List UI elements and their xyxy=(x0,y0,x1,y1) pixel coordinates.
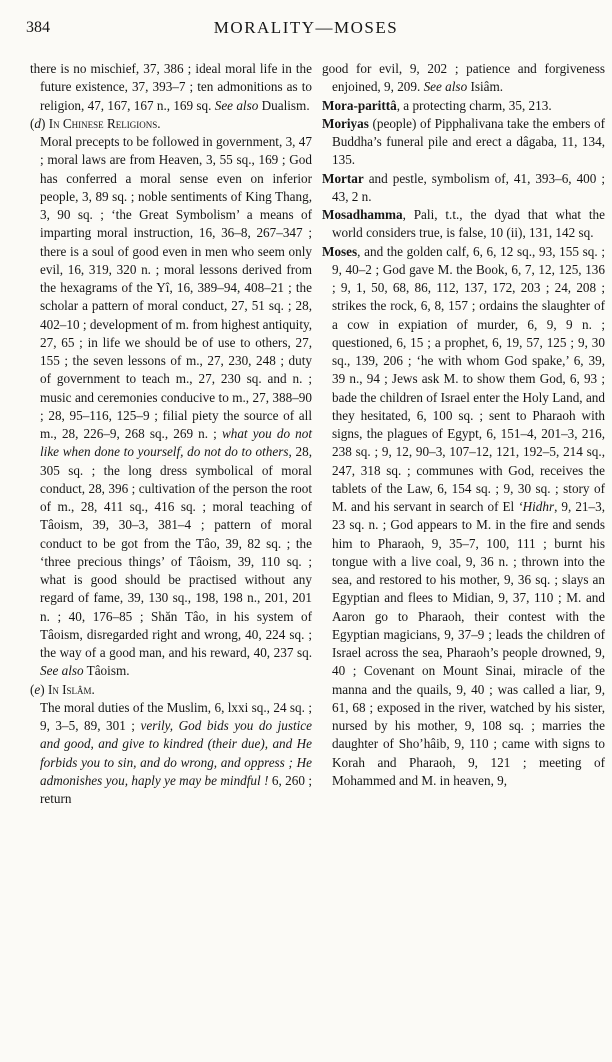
left-column xyxy=(30,60,312,808)
index-entry: Mora-parittâ, a protecting charm, 35, 213. xyxy=(322,97,552,113)
index-subheading: (d) In Chinese Religions. xyxy=(30,115,161,131)
index-entry: Moses, and the golden calf, 6, 6, 12 sq., 93, 155 sq. ; 9, 40–2 ; God gave M. the Book, 6, 7, 12, 125, 136 ; 9, 1, 50, 68, 86, 112, 137, 172, 203 ; 24, 208 ; strikes the rock, 6, 8, 157 ; ordains the slaughter of a cow in expiation of murder, 6, 9, 9 n. ; questioned, 6, 15 ; a prophet, 6, 19, 57, 125 ; 9, 30 sq., 139, 206 ; ‘he with whom God spake,’ 6, 39, 39 n., 94 ; Jews ask M. to show them God, 6, 93 ; bade the children of Israel enter the Holy Land, and they hesitated, 6, 100 sq. ; sent to Pharaoh with signs, the plagues of Egypt, 6, 151–4, 201–3, 216, 238 sq. ; 9, 12, 90–3, 107–12, 121, 192–5, 214 sq., 247, 318 sq. ; communes with God, receives the tablets of the Law, 6, 154 sq. ; 9, 30 sq. ; story of M. and his servant in search of El ‘Hidhr, 9, 21–3, 23 sq. n. ; God appears to M. in the fire and sends him to Pharaoh, 9, 35–7, 100, 111 ; burnt his tongue with a live coal, 9, 36 n. ; thrown into the sea, and restored to his mother, 9, 36 sq. ; slays an Egyptian and flees to Midian, 9, 37, 110 ; M. and Aaron go to Pharaoh, their contest with the Egyptian magicians, 9, 37–9 ; leads the children of Israel across the sea, Pharaoh’s people drowned, 9, 40 ; Covenant on Mount Sinai, miracle of the manna and the quails, 9, 40 ; was called a liar, 9, 61, 68 ; exposed in the river, watched by his sister, nursed by his mother, 9, 108 sq. ; marries the daughter of Sho’hâib, 9, 110 ; came with signs to Korah and Pharaoh, 9, 121 ; meeting of Mohammed and M. in heaven, 9, xyxy=(322,243,605,788)
index-entry: Moral precepts to be followed in government, 3, 47 ; moral laws are from Heaven, 3, 55 sq., 169 ; God has conferred a moral sense even on inferior people, 3, 89 sq. ; noble sentiments of King Thang, 3, 90 sq. ; ‘the Great Symbolism’ a means of imparting moral instruction, 16, 36–8, 267–347 ; there is a soul of good even in men who seem only evil, 16, 319, 320 n. ; moral lessons derived from the hexagrams of the Yî, 16, 389–94, 408–21 ; the scholar a pattern of moral conduct, 27, 51 sq. ; 28, 402–10 ; development of m. from highest antiquity, 27, 65 ; in life we should be of use to others, 27, 155 ; the seven lessons of m., 27, 230, 248 ; duty of government to teach m., 27, 230 sq. and n. ; music and ceremonies conducive to m., 27, 388–90 ; 28, 95–116, 125–9 ; filial piety the source of all m., 28, 226–9, 268 sq., 269 n. ; what you do not like when done to yourself, do not do to others, 28, 305 sq. ; the long dress symbolical of moral conduct, 28, 396 ; cultivation of the person the root of m., 28, 411 sq., 416 sq. ; moral teaching of Tâoism, 39, 30–3, 381–4 ; pattern of moral conduct to be got from the Tâo, 39, 82 sq. ; the ‘three precious things’ of Tâoism, 39, 110 sq. ; what is good should be practised without any regard of fame, 39, 130 sq., 198, 198 n., 201, 201 n. ; 40, 176–85 ; Shăn Tâo, in his system of Tâoism, disregarded right and wrong, 40, 224 sq. ; the way of a good man, and his reward, 40, 237 sq. See also Tâoism. xyxy=(40,134,313,679)
index-entry: good for evil, 9, 202 ; patience and forgiveness enjoined, 9, 209. See also Isiâm. xyxy=(322,61,605,95)
index-entry: Mortar and pestle, symbolism of, 41, 393–6, 400 ; 43, 2 n. xyxy=(322,170,605,204)
index-entry: there is no mischief, 37, 386 ; ideal moral life in the future existence, 37, 393–7 ; ten admonitions as to religion, 47, 167, 167 n., 169 sq. See also Dualism. xyxy=(30,61,312,113)
page-number: 384 xyxy=(26,19,50,36)
page-header xyxy=(26,16,586,42)
index-entry: Mosadhamma, Pali, t.t., the dyad that what the world considers true, is false, 10 (ii), 131, 142 sq. xyxy=(322,207,605,241)
index-subheading: (e) In Islâm. xyxy=(30,681,95,697)
running-title: MORALITY—MOSES xyxy=(213,18,399,37)
right-column xyxy=(322,60,605,790)
index-entry: Moriyas (people) of Pipphalivana take the embers of Buddha’s funeral pile and erect a dâgaba, 11, 134, 135. xyxy=(322,115,605,168)
index-entry: The moral duties of the Muslim, 6, lxxi sq., 24 sq. ; 9, 3–5, 89, 301 ; verily, God bids you do justice and good, and give to kindred (their due), and He forbids you to sin, and do wrong, and oppress ; He admonishes you, haply ye may be mindful ! 6, 260 ; return xyxy=(40,699,312,806)
